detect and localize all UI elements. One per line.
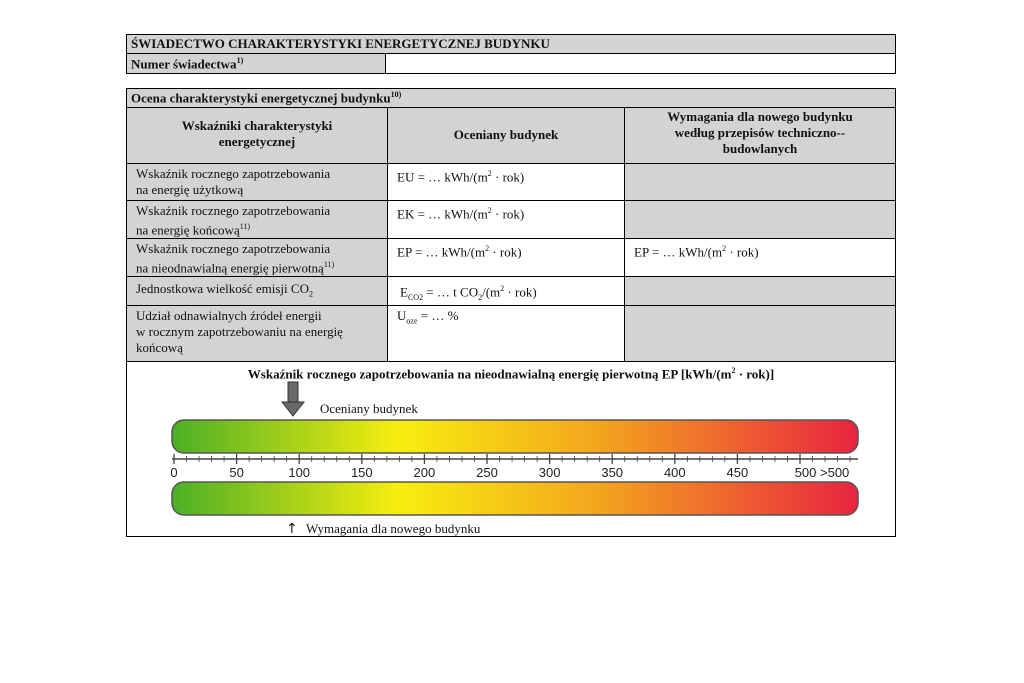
tick-label: 350: [601, 465, 624, 480]
certificate-number-label-cell: [126, 53, 386, 74]
ep-scale-ticks: [170, 454, 850, 480]
tick-label: 250: [476, 465, 498, 480]
tick-label: 400: [663, 465, 686, 480]
row-co2-value[interactable]: $E_{CO2}$ = … t $CO_2/(m^2 \cdot rok)$: [387, 276, 625, 306]
row-eu-label: Wskaźnik rocznego zapotrzebowania na energię użytkową: [126, 163, 388, 201]
tick-label: 200: [413, 465, 436, 480]
tick-label: 150: [350, 465, 373, 480]
row-co2-requirement: [624, 276, 896, 306]
certificate-number-value[interactable]: [385, 53, 896, 74]
requirement-label: Wymagania dla nowego budynku: [306, 521, 481, 536]
column-header-requirements: Wymagania dla nowego budynku według przepisów techniczno--budowlanych: [624, 107, 896, 164]
row-ek-requirement: [624, 200, 896, 239]
row-oze-value[interactable]: $U_{oze}$ = … %: [387, 305, 625, 362]
row-oze-label: Udział odnawialnych źródeł energii w rocznym zapotrzebowaniu na energię końcową: [126, 305, 388, 362]
assessed-building-label: Oceniany budynek: [320, 401, 418, 416]
assessment-title: Ocena charakterystyki energetycznej budynku$^{10)}$: [131, 90, 402, 106]
row-co2-label: Jednostkowa wielkość emisji $CO_2$: [126, 276, 388, 306]
row-ep-label: Wskaźnik rocznego zapotrzebowania na nieodnawialną energię pierwotną$^{11)}$: [126, 238, 388, 277]
row-eu-value[interactable]: EU = … kWh/$(m^2 \cdot rok)$: [387, 163, 625, 201]
tick-label: 50: [229, 465, 244, 480]
certificate-title-bar: [126, 34, 896, 54]
ep-scale-upper-bar: [172, 420, 858, 453]
row-ep-value[interactable]: EP = … kWh/$(m^2 \cdot rok)$: [387, 238, 625, 277]
row-ek-value[interactable]: EK = … kWh/$(m^2 \cdot rok)$: [387, 200, 625, 239]
tick-label: 100: [288, 465, 311, 480]
row-ek-label: Wskaźnik rocznego zapotrzebowania na energię końcową$^{11)}$: [126, 200, 388, 239]
assessment-title-bar: [126, 88, 896, 108]
certificate-title: ŚWIADECTWO CHARAKTERYSTYKI ENERGETYCZNEJ BUDYNKU: [131, 36, 550, 51]
row-ep-requirement[interactable]: EP = … kWh/$(m^2 \cdot rok)$: [624, 238, 896, 277]
ep-scale-lower-bar: [172, 482, 858, 515]
column-header-indicators: Wskaźniki charakterystyki energetycznej: [126, 107, 388, 164]
ep-scale-graphic: [126, 380, 896, 536]
column-header-assessed: Oceniany budynek: [387, 107, 625, 164]
ep-scale-title: Wskaźnik rocznego zapotrzebowania na nieodnawialną energię pierwotną EP $[kWh/(m^2 \cdot rok)]$: [247, 366, 775, 382]
requirement-arrow-icon: ↑: [286, 521, 298, 536]
row-oze-requirement: [624, 305, 896, 362]
tick-label: 500 >500: [794, 465, 850, 480]
row-eu-requirement: [624, 163, 896, 201]
assessed-building-arrow-icon: [282, 382, 304, 416]
tick-label: 450: [726, 465, 749, 480]
tick-label: 0: [170, 465, 178, 480]
certificate-number-label: Numer świadectwa$^{1)}$: [131, 56, 244, 72]
tick-label: 300: [538, 465, 561, 480]
